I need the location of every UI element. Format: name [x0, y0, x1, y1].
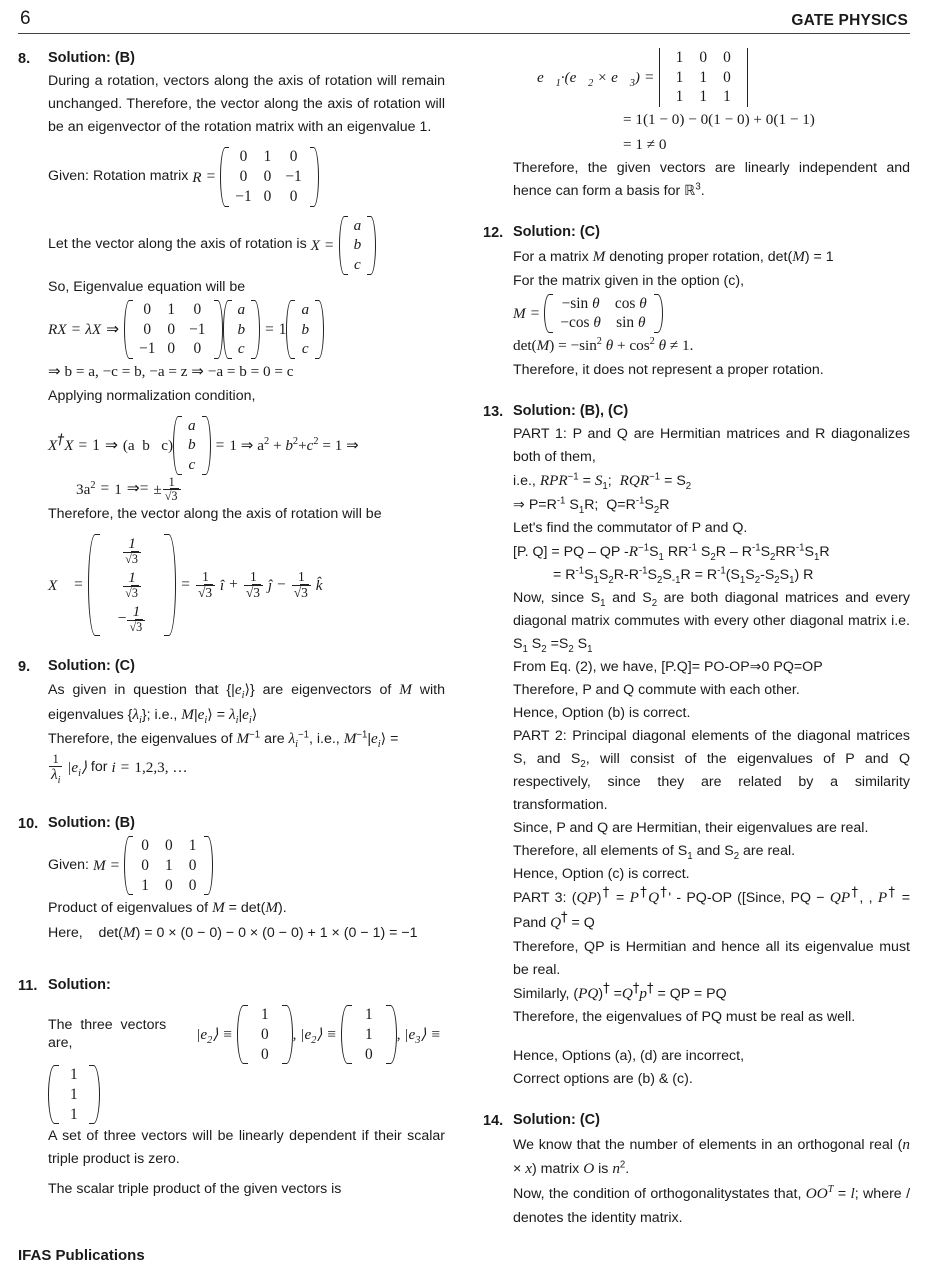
vector-e3-row	[48, 1065, 445, 1124]
body-text: Product of eigenvalues of M = det(M).	[48, 899, 287, 917]
body-text: Let's find the commutator of P and Q.	[513, 519, 748, 536]
body-text: ⇒ b = a, −c = b, −a = z ⇒ −a = b = 0 = c	[48, 362, 294, 380]
left-column	[18, 47, 445, 1237]
body-text: Applying normalization condition,	[48, 387, 256, 404]
item-number: 11.	[18, 977, 38, 994]
page-footer: IFAS Publications	[18, 1247, 145, 1264]
header-divider	[18, 33, 910, 34]
body-text: PART 3: (QP)† = P†Q†' - PQ-OP ([Since, PQ − QP†, , P† = Pand Q† = Q	[513, 885, 910, 931]
body-text: The scalar triple product of the given vectors is	[48, 1181, 342, 1198]
body-text: For the matrix given in the option (c),	[513, 272, 745, 289]
solution-label: Solution: (B)	[48, 814, 135, 831]
body-text: PART 1: P and Q are Hermitian matrices and R diagonalizes both of them,	[513, 426, 910, 466]
solution-item-14	[483, 1109, 910, 1229]
body-text: For a matrix M denoting proper rotation, det(M) = 1	[513, 247, 834, 265]
body-text: Therefore, the eigenvalues of $M^{-1}$ are $\lambda_i^{-1}$, i.e., $M^{-1}|e_i⟩$ =	[48, 729, 399, 751]
page-number: 6	[20, 8, 31, 29]
vector-e2: 1 1 0	[341, 1005, 397, 1064]
body-text: During a rotation, vectors along the axis of rotation will remain unchanged. Therefore, the vector along the axis of rotation will be an eigenvector of the rotation matrix with an eigenvalue 1.	[48, 73, 445, 136]
solution-item-13	[483, 400, 910, 1092]
axis-vector-result: X⃗ = $\frac{1}{√3}$ $\frac{1}{√3}$ − $\frac{1}{√3}$ = $\frac{1}{√3}$ î + $\frac{1}{√3}$ ĵ − $\frac{1}{√3}$ k̂	[48, 535, 323, 634]
right-column	[483, 47, 910, 1237]
solution-label: Solution: (C)	[513, 1112, 600, 1129]
body-text: Correct options are (b) & (c).	[513, 1071, 693, 1088]
solution-item-12	[483, 221, 910, 381]
solution-item-11	[18, 974, 445, 1202]
item-number: 8.	[18, 51, 31, 67]
vector-e1: 1 0 0	[237, 1005, 293, 1064]
axis-vector-equation: Let the vector along the axis of rotation is X = a b c	[48, 216, 445, 275]
solution-label: Solution: (C)	[48, 657, 135, 674]
triple-product-block	[483, 47, 910, 203]
solution-label: Solution: (B)	[48, 50, 135, 66]
solution-item-10	[18, 812, 445, 946]
two-column-body	[18, 47, 910, 1237]
body-text: Therefore, the vector along the axis of rotation will be	[48, 506, 382, 523]
book-title: GATE PHYSICS	[791, 12, 908, 29]
determinant-matrix: 1 0 0 1 1 0 1 1 1	[659, 48, 748, 107]
item-number: 14.	[483, 1113, 504, 1130]
body-text: Therefore, it does not represent a proper rotation.	[513, 361, 824, 378]
solution-item-8	[18, 47, 445, 637]
body-text: = 1 ≠ 0	[623, 135, 667, 153]
body-text: ⇒ $P=R^{-1}$ $S_1R$; $Q=R^{-1}S_2R$	[513, 494, 670, 516]
inverse-eigenvalue-expression: $\frac{1}{\lambda_i}$ $|e_i⟩$ for i = 1,2,3, …	[51, 752, 188, 786]
item-number: 10.	[18, 815, 39, 832]
body-text: Hence, Option (b) is correct.	[513, 705, 691, 722]
body-text: A set of three vectors will be linearly dependent if their scalar triple product is zero.	[48, 1128, 445, 1168]
body-text: Therefore, QP is Hermitian and hence all its eigenvalue must be real.	[513, 938, 910, 978]
body-text: PART 2: Principal diagonal elements of the diagonal matrices S, and $S_2$, will consist of the eigenvalues of P and Q respectively, since they are related by a similarity transformation.	[513, 728, 910, 814]
axis-vector-3: a b c	[286, 300, 324, 359]
body-text: Since, P and Q are Hermitian, their eigenvalues are real.	[513, 820, 869, 837]
body-text: Hence, Options (a), (d) are incorrect,	[513, 1048, 745, 1065]
rotation-matrix: 0 1 0 0 0 −1 −1 0 0	[220, 147, 318, 206]
page-header	[18, 8, 910, 32]
body-text: Therefore, the eigenvalues of PQ must be real as well.	[513, 1009, 856, 1026]
rotation-matrix-2: 0 1 0 0 0 −1 −1 0 0	[124, 300, 222, 359]
axis-vector: a b c	[339, 216, 377, 275]
body-text: $\det(M) = -\sin^2$ $\theta + \cos^2 \theta \ne 1$.	[513, 335, 694, 354]
solution-label: Solution: (C)	[513, 224, 600, 241]
body-text: As given in question that $\{|e_i⟩\}$ are eigenvectors of M with eigenvalues $\{\lambda_i\}$; i.e., $M|e_i⟩$ = $\lambda_i|e_i⟩$	[48, 681, 446, 726]
body-text: = 1(1 − 0) − 0(1 − 0) + 0(1 − 1)	[623, 111, 815, 129]
item-number: 9.	[18, 658, 31, 675]
solution-label: Solution:	[48, 976, 111, 993]
matrix-M-rotation: −sin θ cos θ −cos θ sin θ	[544, 294, 662, 333]
normalization-result: $3a^2$ = 1 ⇒= ± $\frac{1}{√3}$	[48, 476, 445, 503]
matrix-M: 0 0 1 0 1 0 1 0 0	[124, 836, 213, 895]
body-text: Now, since $S_1$ and $S_2$ are both diagonal matrices and every diagonal matrix commutes with every other diagonal matrix i.e. $S_1$ $S_2 =S_2$ $S_1$	[513, 590, 910, 656]
vector-e3: 1 1 1	[48, 1065, 100, 1124]
axis-vector-2: a b c	[223, 300, 261, 359]
three-vectors-equation: The three vectors are, $|e_2⟩$ ≡ 1 0 0 , $|e_2⟩$ ≡ 1 1 0 , $|e_3⟩$ ≡	[48, 1006, 440, 1063]
body-text: Now, the condition of orthogonalitystates that, $OO^T = l$; where / denotes the identity matrix.	[513, 1183, 911, 1226]
matrix-M-equation: Given: M = 0 0 1 0 1 0 1 0 0	[48, 836, 445, 895]
body-text: Similarly, (PQ)† =Q†p† = QP = PQ	[513, 980, 727, 1002]
body-text: [P. Q] = PQ – QP $-R^{-1}S_1$ $RR^{-1}$ $S_2R - R^{-1}S_2RR^{-1}S_1R$	[513, 541, 830, 563]
eigenvalue-equation: RX = λX ⇒ 0 1 0 0 0 −1 −1 0 0 a b c = 1 a b c	[48, 300, 445, 359]
triple-product-equation: $e⃗_1\cdot(e⃗_2$ × $e⃗_3$) = 1 0 0 1 1 0 1 1 1	[513, 48, 910, 107]
solution-item-9	[18, 655, 445, 784]
item-number: 13.	[483, 403, 504, 420]
body-text: = $R^{-1}S_1S_2R-R^{-1}S_2S_{-1}R = R^{-1}(S_1S_2-S_2S_1)$ R	[553, 565, 814, 587]
solution-label: Solution: (B), (C)	[513, 402, 629, 419]
rotation-matrix-equation: Given: Rotation matrix R = 0 1 0 0 0 −1 −1 0 0	[48, 147, 445, 206]
item-number: 12.	[483, 225, 504, 242]
body-text: So, Eigenvalue equation will be	[48, 278, 246, 295]
body-text: Therefore, P and Q commute with each other.	[513, 682, 800, 699]
result-vector: $\frac{1}{√3}$ $\frac{1}{√3}$ − $\frac{1}{√3}$	[88, 534, 176, 635]
body-text: Therefore, all elements of $S_1$ and $S_2$ are real.	[513, 843, 796, 863]
axis-vector-4: a b c	[173, 416, 211, 475]
body-text: From Eq. (2), we have, [P.Q]= PO-OP⇒0 PQ=OP	[513, 659, 823, 676]
body-text: i.e., $RPR^{-1} = S_1$; $RQR^{-1} = S_2$	[513, 471, 692, 492]
normalization-equation: X†X = 1 ⇒ (a b c) a b c = 1 ⇒ $a^2 + b^2+c^2 = 1$ ⇒	[48, 416, 359, 474]
body-text: Therefore, the given vectors are linearly independent and hence can form a basis for ℝ$^3$.	[513, 160, 910, 200]
body-text: Hence, Option (c) is correct.	[513, 866, 690, 883]
matrix-M-rotation-equation: M = −sin θ cos θ −cos θ sin θ	[513, 294, 910, 333]
body-text: We know that the number of elements in an orthogonal real (n × x) matrix O is $n^2$.	[513, 1135, 910, 1178]
body-text: Here, det(M) = 0 × (0 − 0) − 0 × (0 − 0) + 1 × (0 − 1) = −1	[48, 924, 418, 942]
